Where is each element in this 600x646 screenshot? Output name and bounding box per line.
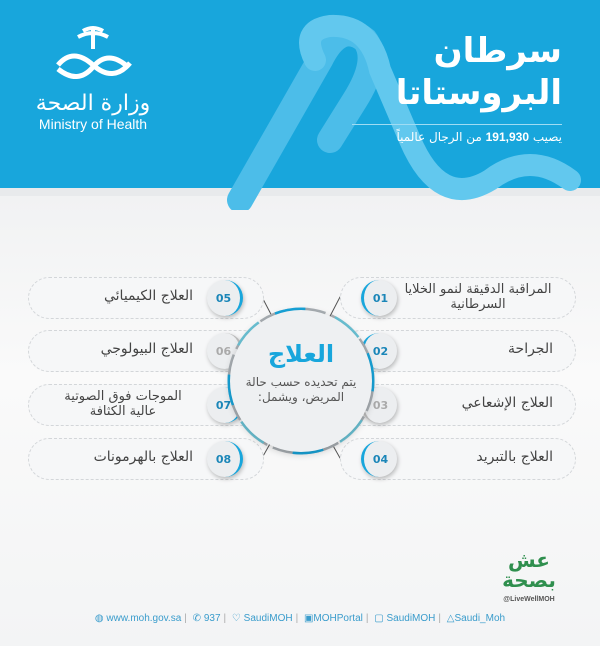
item-number: 04 [361, 441, 397, 477]
live-well-handle: @LiveWellMOH [503, 596, 555, 603]
item-label: العلاج البيولوجي [100, 341, 193, 357]
snapchat-link[interactable]: Saudi_Moh [454, 613, 506, 624]
phone-number[interactable]: 937 [203, 613, 221, 624]
item-number: 07 [207, 387, 243, 423]
twitter-link[interactable]: SaudiMOH [243, 613, 293, 624]
item-label: الموجات فوق الصوتية عالية الكثافة [64, 389, 182, 419]
item-number: 03 [361, 387, 397, 423]
center-text: يتم تحديده حسب حالة المريض، ويشمل: [245, 375, 357, 404]
live-well-logo [494, 550, 564, 610]
facebook-link[interactable]: SaudiMOH [386, 613, 436, 624]
twitter-icon: ♡ [231, 613, 241, 624]
item-number: 05 [207, 280, 243, 316]
item-label: العلاج بالتبريد [476, 449, 553, 465]
footer-contacts: ◍ www.moh.gov.sa | ✆ 937 | ♡ SaudiMOH | ▣MOHPortal | ▢ SaudiMOH | △Saudi_Moh [94, 613, 506, 624]
item-number: 01 [361, 280, 397, 316]
youtube-link[interactable]: MOHPortal [313, 613, 363, 624]
phone-icon: ✆ [192, 613, 202, 624]
facebook-icon: ▢ [374, 613, 384, 624]
item-number: 02 [361, 333, 397, 369]
item-label: العلاج بالهرمونات [93, 449, 193, 465]
item-number: 06 [207, 333, 243, 369]
logo-arabic: وزارة الصحة [35, 91, 151, 116]
website-link[interactable]: www.moh.gov.sa [106, 613, 182, 624]
item-number: 08 [207, 441, 243, 477]
subtitle-pre: يصيب [532, 130, 562, 144]
center-title: العلاج [267, 340, 335, 368]
item-label: العلاج الإشعاعي [461, 395, 553, 411]
title-line1: سرطان [433, 31, 562, 71]
live-well-text: عش بصحة [502, 548, 556, 592]
item-label: الجراحة [508, 341, 553, 357]
subtitle-number: 191,930 [485, 130, 530, 144]
youtube-icon: ▣ [303, 613, 314, 624]
snapchat-icon: △ [446, 613, 455, 624]
item-label: العلاج الكيميائي [103, 288, 193, 304]
globe-icon: ◍ [94, 613, 104, 624]
center-circle [230, 310, 372, 452]
item-label: المراقبة الدقيقة لنمو الخلايا السرطانية [404, 282, 552, 312]
title-line2: البروستاتا [395, 73, 562, 113]
logo-english: Ministry of Health [38, 116, 148, 132]
subtitle-post: من الرجال عالمياً [396, 130, 482, 144]
